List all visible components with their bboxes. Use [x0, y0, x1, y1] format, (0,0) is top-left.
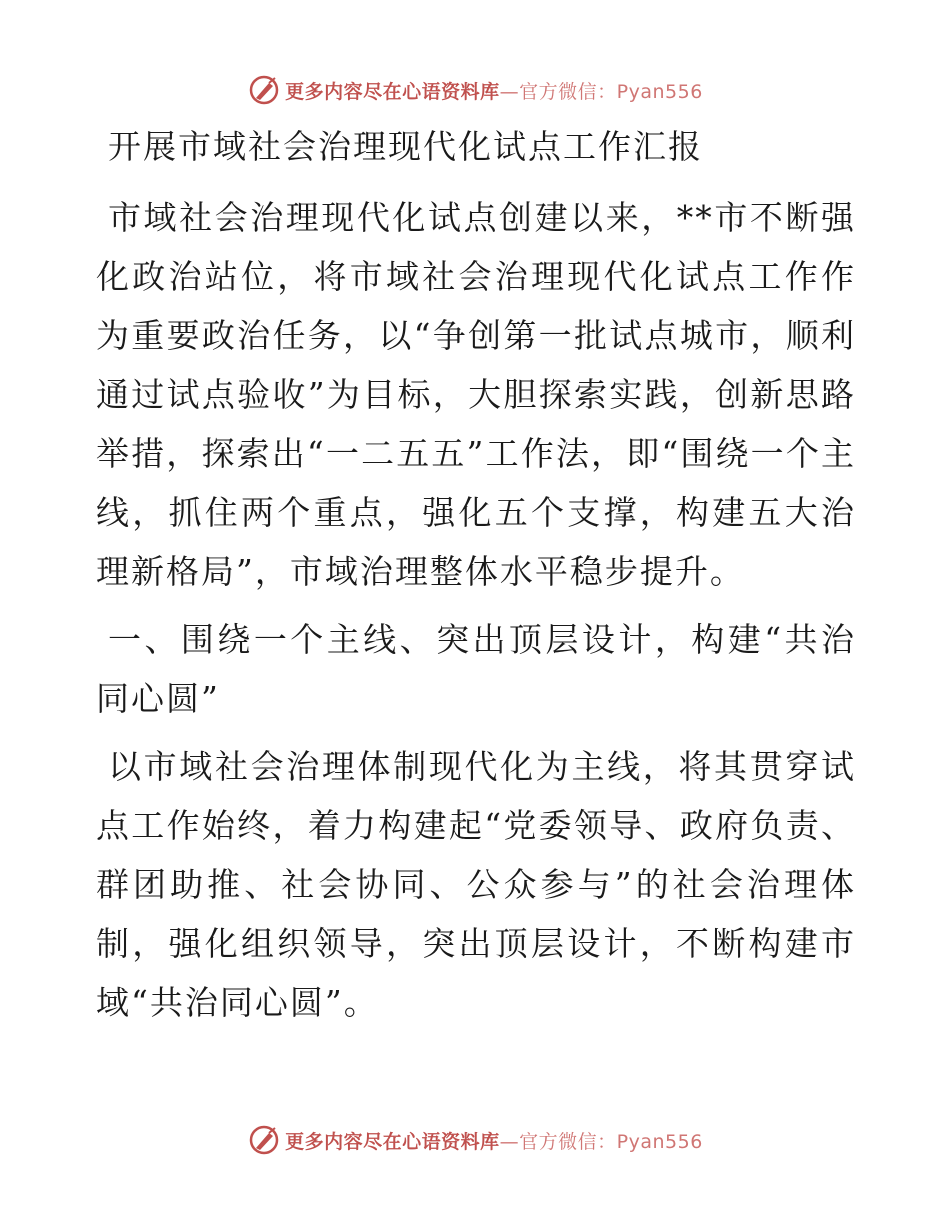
quill-pen-logo-icon	[247, 1123, 281, 1157]
paragraph-section-1: 以市域社会治理体制现代化为主线，将其贯穿试点工作始终，着力构建起“党委领导、政府负责、群团助推、社会协同、公众参与”的社会治理体制，强化组织领导，突出顶层设计，不断构建市域“共治同心圆”。	[96, 747, 856, 1022]
document-body	[96, 118, 856, 1041]
document-title: 开展市域社会治理现代化试点工作汇报	[108, 127, 703, 166]
banner-text: 更多内容尽在心语资料库—官方微信：Pyan556	[285, 1130, 703, 1153]
quill-pen-logo-icon	[247, 73, 281, 107]
header-banner	[0, 70, 950, 110]
paragraph-intro: 市域社会治理现代化试点创建以来，**市不断强化政治站位，将市域社会治理现代化试点工作作为重要政治任务，以“争创第一批试点城市，顺利通过试点验收”为目标，大胆探索实践，创新思路举措，探索出“一二五五”工作法，即“围绕一个主线，抓住两个重点，强化五个支撑，构建五大治理新格局”，市域治理整体水平稳步提升。	[96, 198, 856, 591]
banner-text: 更多内容尽在心语资料库—官方微信：Pyan556	[285, 80, 703, 103]
section-heading-1: 一、围绕一个主线、突出顶层设计，构建“共治同心圆”	[96, 620, 856, 718]
footer-banner	[0, 1120, 950, 1160]
